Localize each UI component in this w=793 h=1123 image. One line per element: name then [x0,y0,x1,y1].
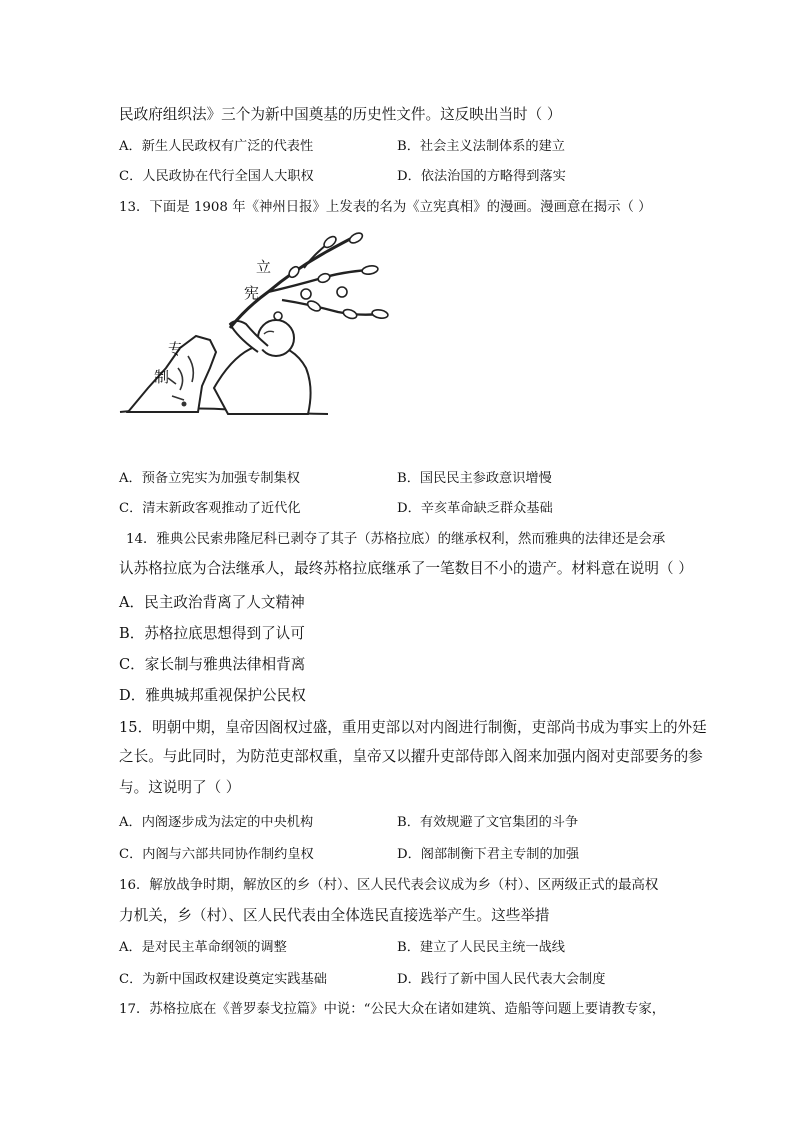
q12-stem-tail: 民政府组织法》三个为新中国奠基的历史性文件。这反映出当时（ ） [119,106,562,123]
q15-option-d: D．阁部制衡下君主专制的加强 [397,847,580,862]
q13-option-c: C．清末新政客观推动了近代化 [119,501,301,516]
comic-label-li: 立 [256,258,272,276]
q15-stem-line3: 与。这说明了（ ） [119,779,241,796]
q17-stem-line1: 17．苏格拉底在《普罗泰戈拉篇》中说：“公民大众在诸如建筑、造船等问题上要请教专家， [119,1002,666,1017]
q12-option-b: B．社会主义法制体系的建立 [397,139,565,154]
q15-stem-line1: 15．明朝中期，皇帝因阁权过盛，重用吏部以对内阁进行制衡，吏部尚书成为事实上的外廷 [119,719,707,736]
q14-option-d: D．雅典城邦重视保护公民权 [119,687,306,704]
cartoon-illustration [118,228,398,424]
q14-option-b: B．苏格拉底思想得到了认可 [119,625,305,642]
q15-option-c: C．内阁与六部共同协作制约皇权 [119,847,314,862]
comic-label-zhuan: 专 [168,340,184,358]
comic-label-zhi: 制 [154,368,170,386]
q16-option-d: D．践行了新中国人民代表大会制度 [397,972,606,987]
q13-option-d: D．辛亥革命缺乏群众基础 [397,501,553,516]
q15-option-b: B．有效规避了文官集团的斗争 [397,815,579,830]
q14-option-c: C．家长制与雅典法律相背离 [119,656,306,673]
q16-option-c: C．为新中国政权建设奠定实践基础 [119,972,327,987]
q15-stem-line2: 之长。与此同时，为防范吏部权重，皇帝又以擢升吏部侍郎入阁来加强内阁对吏部要务的参 [119,748,703,765]
q14-option-a: A．民主政治背离了人文精神 [119,594,305,611]
q16-option-b: B．建立了人民民主统一战线 [397,940,565,955]
q16-option-a: A．是对民主革命纲领的调整 [119,940,287,955]
q12-option-a: A．新生人民政权有广泛的代表性 [119,139,314,154]
q13-option-a: A．预备立宪实为加强专制集权 [119,471,300,486]
comic-label-xian: 宪 [244,284,260,302]
q16-stem-line2: 力机关，乡（村）、区人民代表由全体选民直接选举产生。这些举措 [119,907,550,924]
q13-stem: 13．下面是 1908 年《神州日报》上发表的名为《立宪真相》的漫画。漫画意在揭示（ ） [119,200,652,215]
q14-stem-line1: 14．雅典公民索弗隆尼科已剥夺了其子（苏格拉底）的继承权利，然而雅典的法律还是会承 [126,532,666,547]
q16-stem-line1: 16．解放战争时期，解放区的乡（村）、区人民代表会议成为乡（村）、区两级正式的最高权 [119,878,659,893]
q12-option-c: C．人民政协在代行全国人大职权 [119,169,314,184]
q14-stem-line2: 认苏格拉底为合法继承人，最终苏格拉底继承了一笔数目不小的遗产。材料意在说明（ ） [119,560,693,577]
q15-option-a: A．内阁逐步成为法定的中央机构 [119,815,314,830]
q12-option-d: D．依法治国的方略得到落实 [397,169,566,184]
q13-option-b: B．国民民主参政意识增慢 [397,471,552,486]
